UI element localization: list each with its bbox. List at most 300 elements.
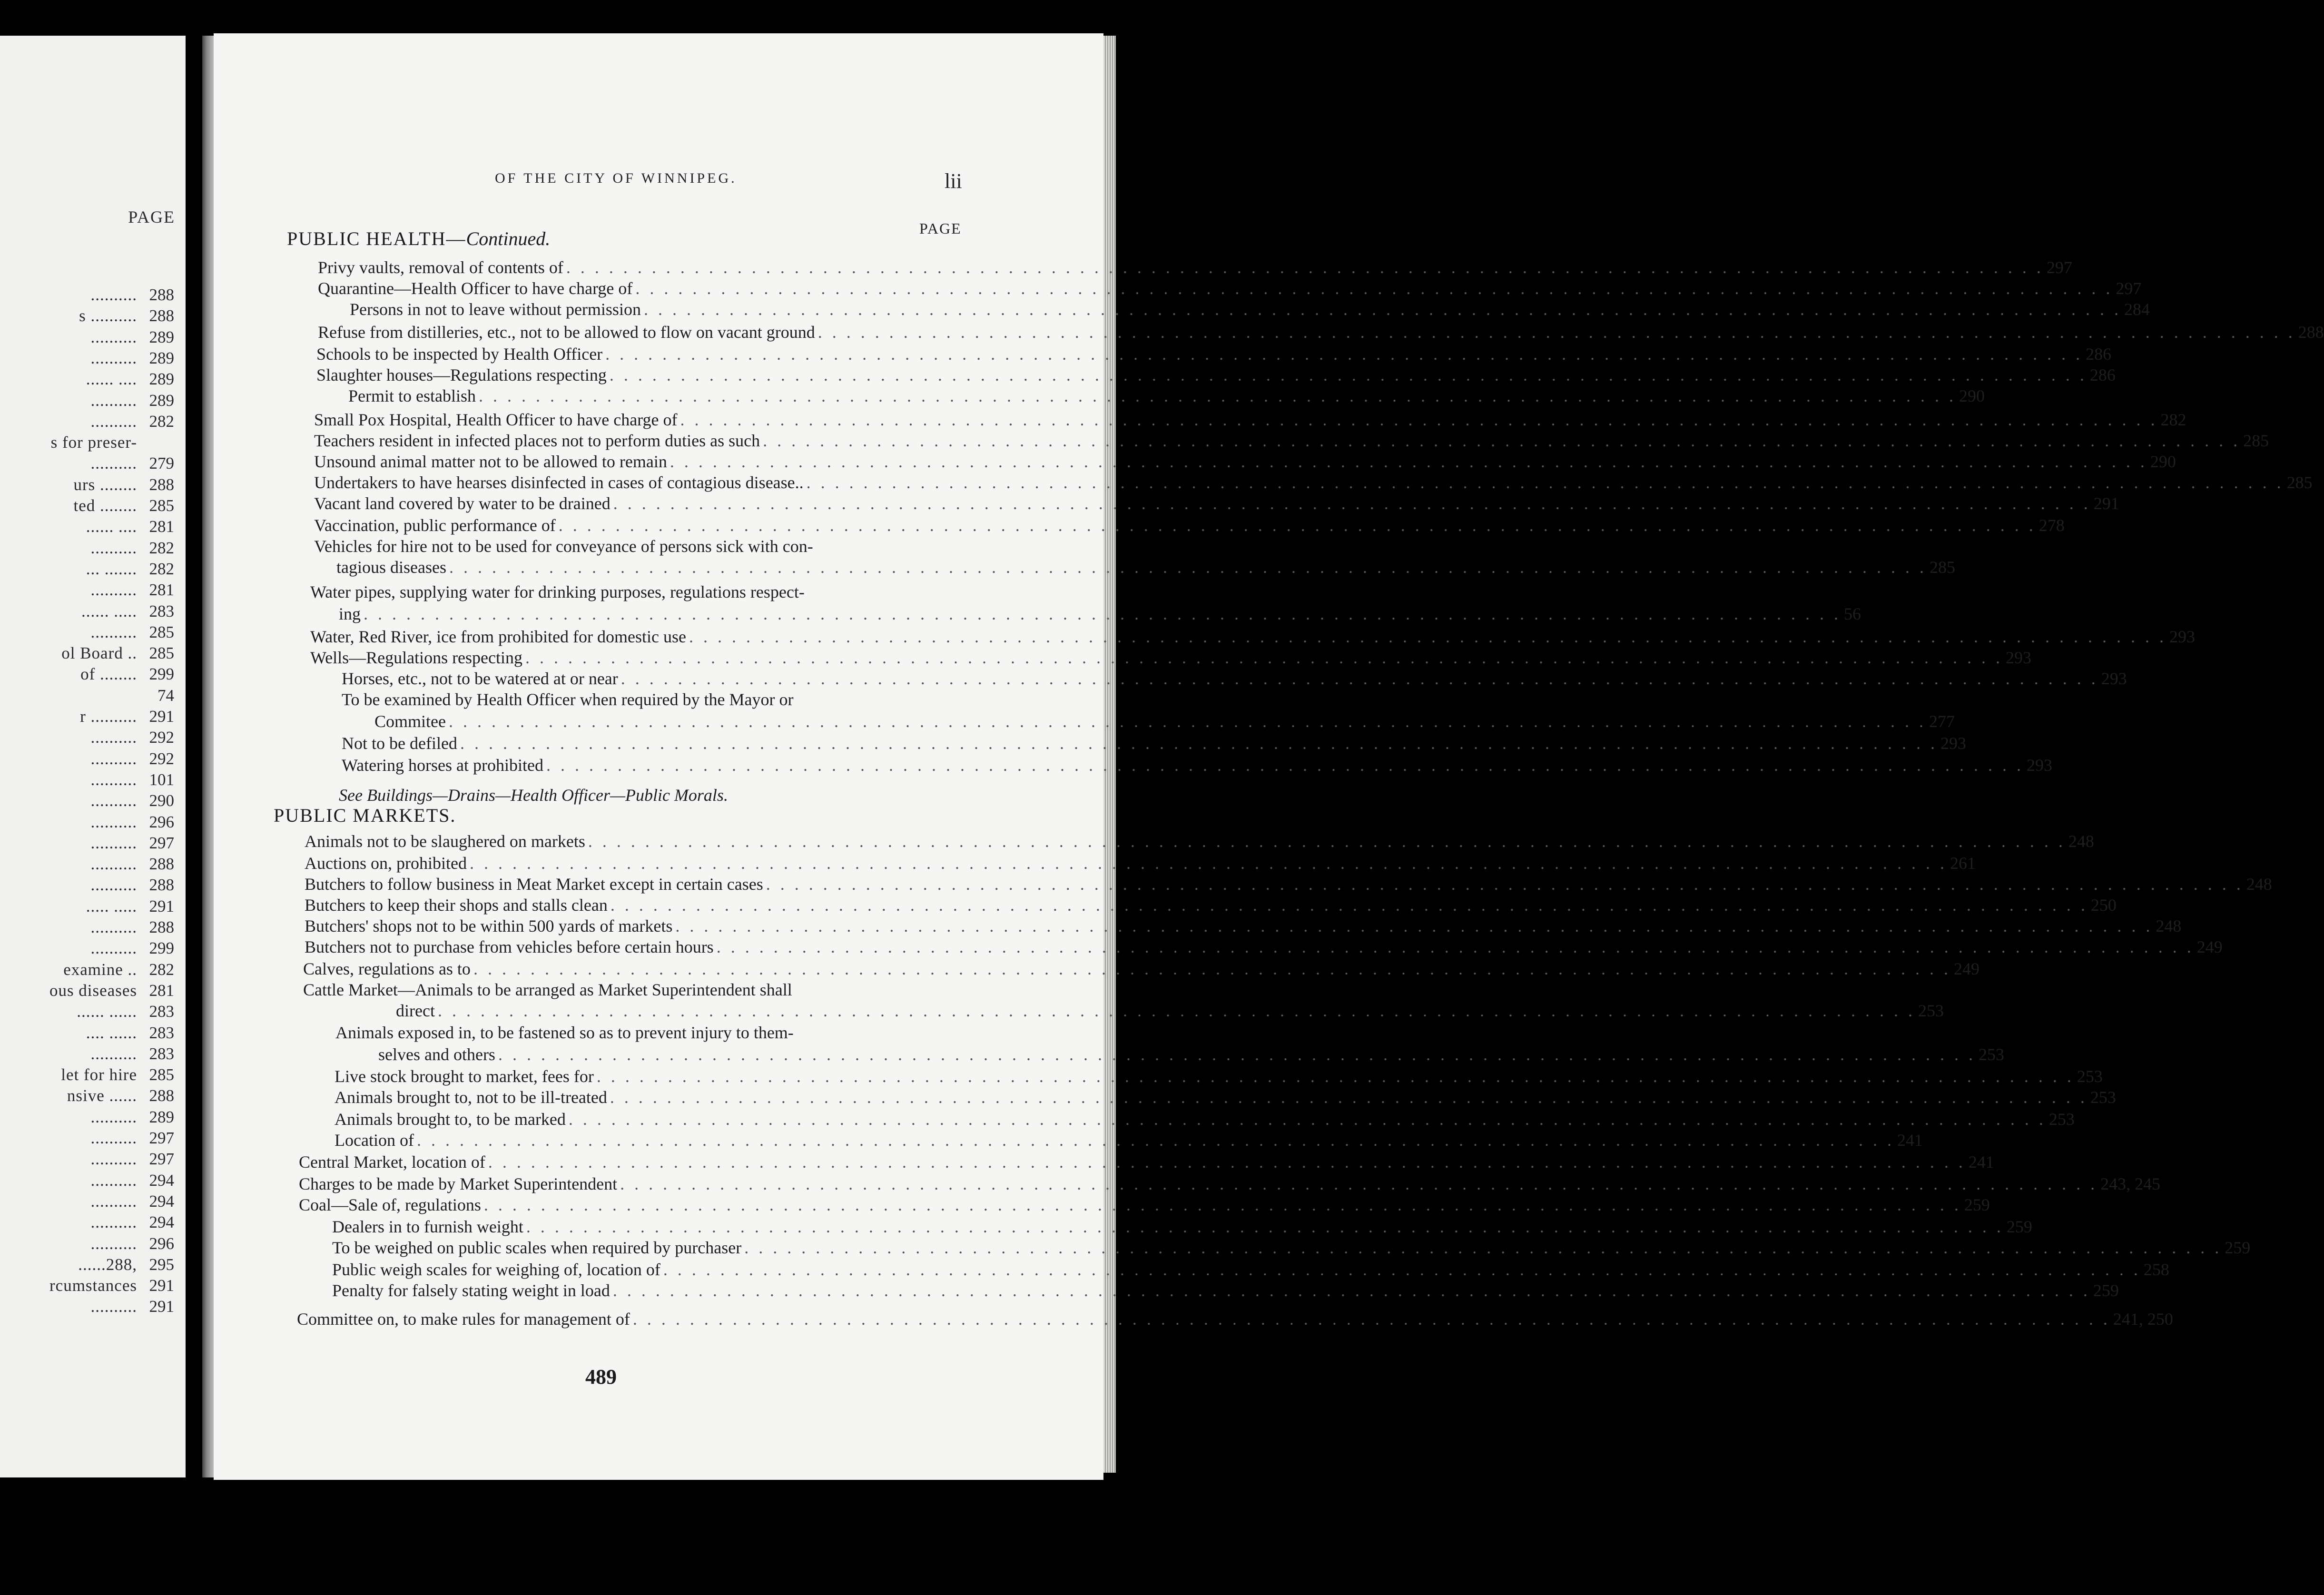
index-entry	[339, 603, 1861, 624]
left-row-page-ref: 288	[149, 876, 174, 895]
left-index-row	[91, 454, 175, 473]
index-entry	[314, 472, 2313, 493]
index-entry	[314, 430, 2269, 451]
left-index-row	[81, 602, 174, 621]
left-row-text: ..........	[90, 348, 137, 367]
dot-leader	[744, 1237, 2222, 1258]
entry-page-ref: 285	[2243, 431, 2269, 450]
left-row-text: ..........	[90, 876, 137, 895]
left-row-text: ted ........	[73, 496, 137, 515]
heading-continued: Continued.	[466, 228, 551, 249]
left-row-page-ref: 291	[149, 707, 174, 726]
left-row-page-ref: 292	[149, 728, 174, 747]
entry-text: tagious diseases	[336, 558, 446, 577]
index-entry	[297, 1309, 2173, 1329]
dot-leader	[613, 1280, 2090, 1301]
index-entry	[396, 1000, 1944, 1021]
entry-text: Watering horses at prohibited	[342, 756, 543, 775]
left-row-text: ..... .....	[86, 896, 137, 916]
left-index-row	[91, 855, 175, 874]
index-entry	[305, 853, 1976, 874]
left-row-page-ref: 289	[149, 370, 174, 389]
entry-page-ref: 284	[2124, 300, 2150, 319]
left-row-text: ...... .....	[81, 601, 137, 620]
left-index-row	[79, 306, 174, 325]
entry-page-ref: 285	[2286, 473, 2313, 492]
left-row-text: ...... ......	[77, 1002, 137, 1021]
left-row-page-ref: 296	[149, 1234, 174, 1253]
left-row-text: ..........	[90, 1213, 137, 1232]
left-index-row	[49, 1276, 174, 1295]
dot-leader	[621, 668, 2098, 689]
entry-page-ref: 248	[2068, 832, 2094, 851]
index-entry	[332, 1259, 2169, 1280]
index-entry	[314, 451, 2176, 472]
dot-leader	[559, 515, 2036, 536]
left-row-page-ref: 283	[149, 1044, 174, 1063]
dot-leader	[449, 711, 1926, 732]
dot-leader	[663, 1259, 2141, 1280]
entry-page-ref: 277	[1929, 712, 1955, 731]
entry-text: Butchers not to purchase from vehicles before certain hours	[305, 937, 714, 956]
left-row-page-ref: 296	[149, 812, 174, 831]
index-entry	[332, 1280, 2119, 1301]
left-row-page-ref: 289	[149, 327, 174, 346]
entry-text: Persons in not to leave without permission	[350, 300, 641, 319]
left-index-row	[91, 918, 175, 937]
folio: lii	[945, 169, 962, 193]
left-index-row	[91, 581, 175, 600]
entry-page-ref: 253	[2048, 1110, 2075, 1129]
left-index-row	[73, 496, 174, 515]
dot-leader	[498, 1044, 1976, 1065]
dot-leader	[470, 853, 1947, 874]
left-row-text: ... .......	[86, 559, 137, 578]
dot-leader	[611, 895, 2088, 916]
index-entry: Animals exposed in, to be fastened so as to prevent injury to them-	[335, 1023, 794, 1042]
entry-page-ref: 249	[1953, 959, 1979, 978]
left-row-text: ..........	[90, 1150, 137, 1169]
index-entry	[350, 299, 2150, 320]
left-row-page-ref: 283	[149, 1002, 174, 1021]
entry-page-ref: 290	[1959, 386, 1985, 405]
left-row-page-ref: 295	[149, 1255, 174, 1274]
entry-text: Vacant land covered by water to be drained	[314, 494, 611, 513]
dot-leader	[525, 647, 2003, 668]
entry-text: Dealers in to furnish weight	[332, 1217, 523, 1236]
entry-text: Water, Red River, ice from prohibited for domestic use	[310, 627, 686, 646]
entry-page-ref: 286	[2086, 345, 2112, 364]
left-row-page-ref: 282	[149, 960, 174, 979]
left-index-row	[91, 391, 175, 410]
entry-page-ref: 249	[2196, 937, 2223, 956]
left-row-page-ref: 285	[149, 496, 174, 515]
dot-leader	[620, 1173, 2098, 1194]
index-entry	[318, 278, 2142, 299]
left-row-page-ref: 283	[149, 1023, 174, 1042]
entry-page-ref: 259	[2225, 1238, 2251, 1257]
left-row-text: ......288,	[78, 1255, 137, 1274]
dot-leader	[670, 451, 2147, 472]
left-row-page-ref: 299	[149, 665, 174, 684]
entry-page-ref: 56	[1844, 604, 1861, 623]
entry-text: Butchers to follow business in Meat Market except in certain cases	[305, 875, 763, 894]
entry-text: Committee on, to make rules for management of	[297, 1309, 630, 1329]
left-row-text: ..........	[90, 1297, 137, 1316]
book-gutter	[202, 36, 214, 1477]
left-row-page-ref: 288	[149, 918, 174, 936]
section-heading-public-health	[287, 227, 550, 250]
index-entry: To be examined by Health Officer when required by the Mayor or	[342, 690, 794, 709]
entry-text: Penalty for falsely stating weight in load	[332, 1281, 610, 1300]
left-row-text: ..........	[90, 728, 137, 747]
left-row-page-ref: 281	[149, 517, 174, 536]
left-row-page-ref: 294	[149, 1213, 174, 1232]
left-row-text: .... ......	[86, 1023, 137, 1042]
left-index-row	[67, 1086, 174, 1105]
left-row-text: ol Board ..	[61, 644, 137, 663]
entry-page-ref: 293	[2006, 648, 2032, 667]
dot-leader	[717, 936, 2194, 957]
entry-text: direct	[396, 1001, 435, 1020]
left-index-row	[61, 1065, 174, 1084]
left-row-page-ref: 279	[149, 454, 174, 473]
entry-page-ref: 243, 245	[2100, 1174, 2161, 1193]
left-row-text: rcumstances	[49, 1276, 137, 1295]
index-entry	[335, 1087, 2116, 1108]
heading-text: PUBLIC HEALTH—	[287, 228, 466, 249]
dot-leader	[479, 385, 1956, 406]
dot-leader	[680, 409, 2157, 430]
entry-text: Butchers to keep their shops and stalls clean	[305, 896, 608, 915]
index-entry	[318, 322, 2324, 343]
left-index-row	[86, 1024, 174, 1043]
left-row-page-ref: 281	[149, 581, 174, 600]
entry-text: Not to be defiled	[342, 734, 457, 753]
left-row-text: ..........	[90, 581, 137, 600]
left-index-row	[91, 791, 175, 810]
index-entry	[335, 1066, 2103, 1087]
left-index-row	[137, 686, 174, 705]
index-entry	[335, 1109, 2075, 1130]
entry-text: Unsound animal matter not to be allowed to remain	[314, 452, 667, 471]
left-row-text: ..........	[90, 918, 137, 936]
entry-text: Wells—Regulations respecting	[310, 648, 523, 667]
index-entry	[335, 1130, 1923, 1151]
index-entry	[299, 1173, 2161, 1194]
left-row-text: ..........	[90, 812, 137, 831]
left-index-row	[51, 433, 174, 452]
entry-text: Schools to be inspected by Health Officer	[316, 345, 603, 364]
dot-leader	[364, 603, 1841, 624]
index-entry	[299, 1152, 1994, 1172]
entry-text: Animals not to be slaughered on markets	[305, 832, 585, 851]
left-row-page-ref: 289	[149, 391, 174, 410]
dot-leader	[597, 1066, 2074, 1087]
dot-leader	[460, 733, 1938, 754]
dot-leader	[566, 257, 2044, 278]
entry-page-ref: 259	[2093, 1281, 2119, 1300]
left-row-page-ref: 289	[149, 348, 174, 367]
entry-page-ref: 293	[1940, 734, 1966, 753]
left-row-text: ..........	[90, 1044, 137, 1063]
dot-leader	[610, 364, 2087, 385]
index-entry: Water pipes, supplying water for drinking purposes, regulations respect-	[310, 582, 805, 601]
index-entry	[378, 1044, 2004, 1065]
left-index-row	[78, 1255, 174, 1274]
left-row-text: ..........	[90, 622, 137, 641]
left-row-page-ref: 282	[149, 538, 174, 557]
left-row-text: ..........	[90, 1107, 137, 1126]
left-row-text: ..........	[90, 939, 137, 958]
section-heading-public-markets: PUBLIC MARKETS.	[274, 805, 456, 826]
dot-leader	[569, 1109, 2046, 1130]
entry-page-ref: 285	[1929, 558, 1955, 577]
entry-text: Location of	[335, 1131, 414, 1150]
left-index-row	[86, 370, 174, 389]
left-row-text: urs ........	[73, 475, 137, 494]
entry-page-ref: 250	[2090, 896, 2117, 915]
index-entry	[305, 916, 2182, 936]
left-index-row	[91, 1171, 175, 1190]
left-row-page-ref: 283	[149, 601, 174, 620]
left-index-row	[86, 517, 174, 536]
left-index-row	[91, 328, 175, 347]
entry-page-ref: 293	[2169, 627, 2195, 646]
left-index-row	[80, 707, 174, 726]
left-index-row	[91, 539, 175, 558]
entry-page-ref: 253	[2077, 1067, 2103, 1086]
index-entry	[310, 647, 2032, 668]
left-row-page-ref: 291	[149, 1297, 174, 1316]
left-row-text: s ..........	[79, 306, 137, 325]
entry-text: Auctions on, prohibited	[305, 854, 467, 873]
entry-text: Coal—Sale of, regulations	[299, 1195, 481, 1214]
entry-page-ref: 282	[2160, 410, 2186, 429]
entry-text: Quarantine—Health Officer to have charge of	[318, 279, 633, 298]
left-index-row	[91, 349, 175, 368]
entry-text: selves and others	[378, 1045, 495, 1064]
entry-page-ref: 288	[2298, 323, 2324, 342]
left-row-page-ref: 294	[149, 1171, 174, 1190]
entry-page-ref: 259	[1964, 1195, 1990, 1214]
left-row-page-ref: 299	[149, 939, 174, 958]
dot-leader	[766, 874, 2244, 895]
index-entry	[342, 755, 2052, 776]
entry-text: Small Pox Hospital, Health Officer to have charge of	[314, 410, 678, 429]
dot-leader	[588, 831, 2066, 852]
dot-leader	[644, 299, 2121, 320]
left-row-text: ..........	[90, 770, 137, 789]
entry-text: Vaccination, public performance of	[314, 516, 556, 535]
left-row-page-ref: 288	[149, 475, 174, 494]
entry-text: Animals brought to, not to be ill-treated	[335, 1088, 607, 1107]
dot-leader	[438, 1000, 1915, 1021]
left-index-row	[91, 1150, 175, 1169]
left-row-page-ref: 285	[149, 622, 174, 641]
left-row-page-ref: 282	[149, 412, 174, 431]
left-index-row	[91, 1129, 175, 1148]
left-row-page-ref: 285	[149, 644, 174, 663]
dot-leader	[675, 916, 2153, 936]
left-index-row	[91, 1234, 175, 1253]
left-row-text: ..........	[90, 1129, 137, 1147]
left-row-text: examine ..	[63, 960, 137, 979]
left-row-page-ref: 282	[149, 559, 174, 578]
dot-leader	[605, 344, 2083, 364]
left-index-row	[91, 1108, 175, 1127]
left-index-row	[91, 1044, 175, 1063]
page-number: 489	[585, 1365, 617, 1388]
left-row-text: ..........	[90, 454, 137, 473]
left-row-page-ref: 294	[149, 1191, 174, 1211]
dot-leader	[484, 1194, 1961, 1215]
left-index-row	[80, 665, 174, 684]
left-row-page-ref: 291	[149, 1276, 174, 1295]
entry-text: Privy vaults, removal of contents of	[318, 258, 563, 277]
entry-page-ref: 241	[1968, 1152, 1994, 1172]
left-row-page-ref: 297	[149, 1150, 174, 1169]
entry-text: Charges to be made by Market Superintendent	[299, 1174, 618, 1193]
left-facing-page	[0, 36, 186, 1477]
index-entry	[310, 626, 2195, 647]
entry-text: Live stock brought to market, fees for	[335, 1067, 594, 1086]
index-entry	[303, 958, 1979, 979]
index-entry	[348, 385, 1985, 406]
left-row-page-ref: 285	[149, 1065, 174, 1084]
dot-leader	[613, 493, 2091, 514]
left-index-row	[91, 749, 175, 768]
entry-text: Slaughter houses—Regulations respecting	[316, 365, 607, 384]
entry-page-ref: 286	[2089, 365, 2116, 384]
index-entry	[314, 409, 2186, 430]
entry-text: To be weighed on public scales when required by purchaser	[332, 1238, 742, 1257]
left-row-page-ref: 297	[149, 833, 174, 852]
entry-text: Calves, regulations as to	[303, 959, 471, 978]
entry-text: Central Market, location of	[299, 1152, 485, 1172]
index-entry	[374, 711, 1955, 732]
dot-leader	[818, 322, 2295, 343]
index-entry	[332, 1237, 2251, 1258]
left-row-text: ..........	[90, 1191, 137, 1211]
left-index-row	[91, 412, 175, 431]
left-index-row	[91, 1192, 175, 1211]
left-index-row	[86, 560, 174, 579]
left-row-text: ...... ....	[86, 370, 137, 389]
entry-page-ref: 241	[1897, 1131, 1923, 1150]
entry-page-ref: 293	[2101, 669, 2127, 688]
index-entry	[305, 895, 2117, 916]
dot-leader	[635, 278, 2113, 299]
left-row-text: r ..........	[80, 707, 137, 726]
entry-text: ing	[339, 604, 361, 623]
index-entry	[318, 257, 2072, 278]
left-row-text: ..........	[90, 538, 137, 557]
left-row-text: ..........	[90, 833, 137, 852]
left-row-text: ..........	[90, 1171, 137, 1190]
left-row-text: let for hire	[61, 1065, 137, 1084]
left-index-row	[77, 1002, 174, 1021]
index-entry	[314, 493, 2119, 514]
entry-text: Horses, etc., not to be watered at or near	[342, 669, 618, 688]
index-entry	[332, 1216, 2032, 1237]
running-head: OF THE CITY OF WINNIPEG.	[495, 170, 737, 186]
left-row-page-ref: 289	[149, 1107, 174, 1126]
left-row-page-ref: 101	[149, 770, 174, 789]
entry-page-ref: 253	[1978, 1045, 2004, 1064]
left-index-row	[91, 623, 175, 642]
entry-text: Butchers' shops not to be within 500 yards of markets	[305, 916, 673, 935]
see-also-reference: See Buildings—Drains—Health Officer—Public Morals.	[339, 786, 728, 805]
left-index-row	[91, 813, 175, 832]
left-row-text: ...... ....	[86, 517, 137, 536]
entry-page-ref: 253	[1918, 1001, 1944, 1020]
left-row-text: ..........	[90, 327, 137, 346]
entry-text: Undertakers to have hearses disinfected in cases of contagious disease..	[314, 473, 804, 492]
index-entry	[299, 1194, 1990, 1215]
left-row-page-ref: 288	[149, 286, 174, 304]
entry-page-ref: 248	[2246, 875, 2272, 894]
left-index-row	[91, 1297, 175, 1316]
entry-text: Public weigh scales for weighing of, location of	[332, 1260, 660, 1279]
left-row-text: ..........	[90, 749, 137, 768]
index-entry	[305, 874, 2272, 895]
entry-page-ref: 259	[2006, 1217, 2032, 1236]
dot-leader	[807, 472, 2284, 493]
left-index-row	[91, 834, 175, 853]
dot-leader	[689, 626, 2166, 647]
left-index-row	[63, 960, 174, 979]
left-row-text: ..........	[90, 412, 137, 431]
dot-leader	[610, 1087, 2088, 1108]
left-index-row	[86, 897, 174, 916]
left-row-text: nsive ......	[67, 1086, 137, 1105]
left-row-page-ref: 291	[149, 896, 174, 916]
entry-page-ref: 241, 250	[2113, 1309, 2173, 1329]
left-index-row	[91, 728, 175, 747]
entry-text: Permit to establish	[348, 386, 476, 405]
dot-leader	[546, 755, 2024, 776]
dot-leader	[633, 1309, 2110, 1329]
left-index-row	[91, 1213, 175, 1232]
index-entry	[316, 364, 2116, 385]
left-row-text: ..........	[90, 791, 137, 810]
left-row-page-ref: 290	[149, 791, 174, 810]
left-index-row	[49, 981, 174, 1000]
left-index-row	[91, 876, 175, 895]
left-row-text: s for preser-	[50, 433, 137, 452]
left-row-text: ..........	[90, 391, 137, 410]
left-index-row	[91, 939, 175, 958]
entry-page-ref: 293	[2026, 756, 2052, 775]
left-row-text: ..........	[90, 1234, 137, 1253]
left-row-page-ref: 288	[149, 855, 174, 874]
left-row-text: of ........	[80, 665, 137, 684]
dot-leader	[417, 1130, 1894, 1151]
left-index-row	[73, 475, 174, 494]
index-entry	[305, 936, 2223, 957]
entry-text: Commitee	[374, 712, 446, 731]
entry-page-ref: 297	[2046, 258, 2072, 277]
entry-page-ref: 278	[2038, 516, 2065, 535]
left-row-page-ref: 292	[149, 749, 174, 768]
entry-page-ref: 253	[2090, 1088, 2116, 1107]
index-entry	[314, 515, 2065, 536]
left-row-page-ref: 288	[149, 306, 174, 325]
entry-page-ref: 290	[2150, 452, 2176, 471]
entry-text: Refuse from distilleries, etc., not to be allowed to flow on vacant ground	[318, 323, 815, 342]
dot-leader	[449, 557, 1927, 578]
